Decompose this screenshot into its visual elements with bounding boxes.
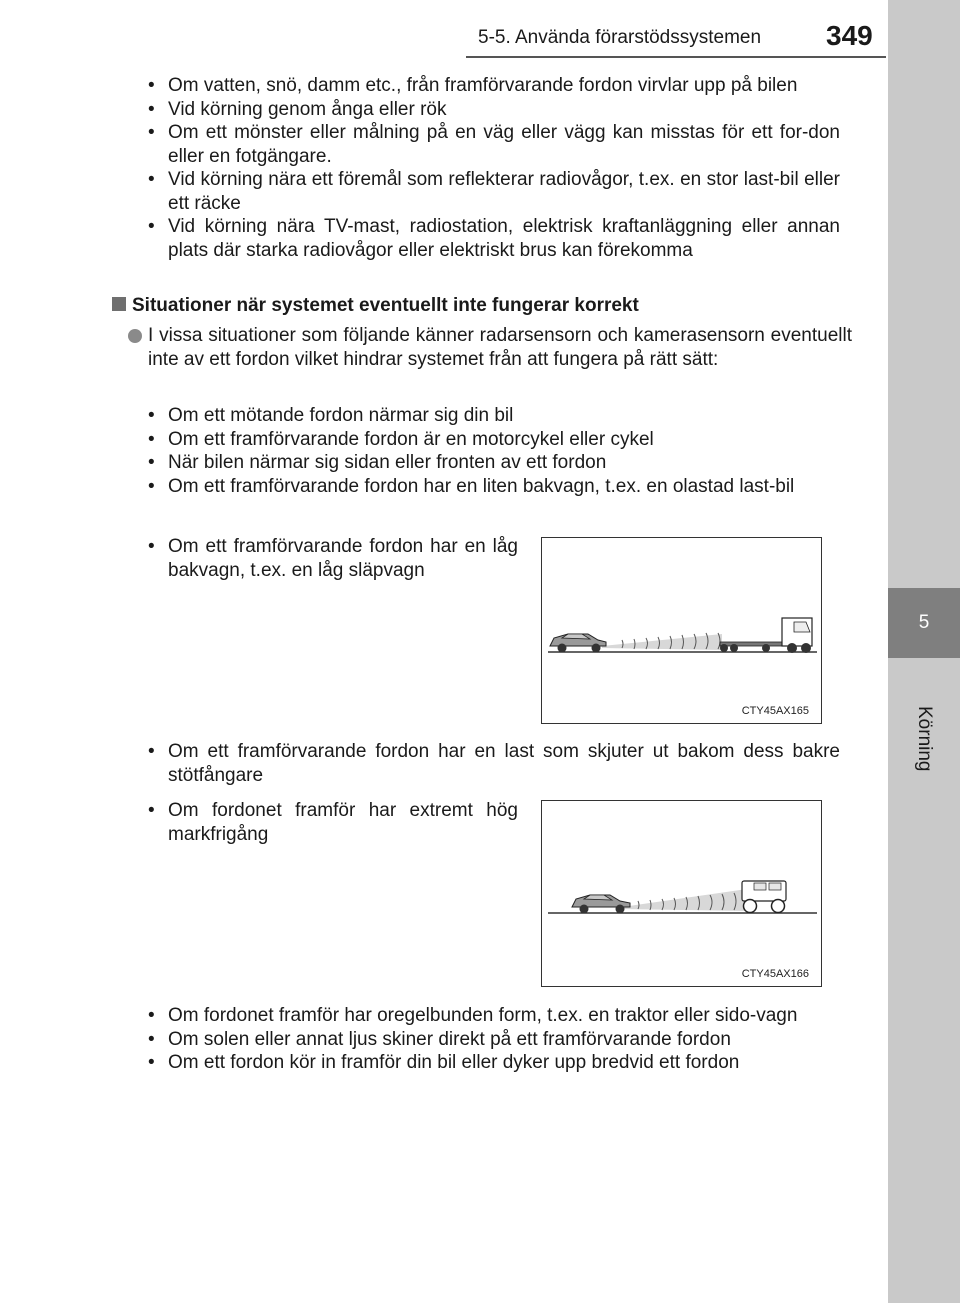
- section-heading: [112, 294, 852, 318]
- figure-low-trailer: [541, 537, 822, 724]
- list-item: • Om fordonet framför har oregelbunden form, t.ex. en traktor eller sido-vagn: [148, 1004, 840, 1028]
- chapter-number: 5: [918, 612, 930, 633]
- list-item: • Om solen eller annat ljus skiner direkt på ett framförvarande fordon: [148, 1028, 840, 1052]
- header-divider: [466, 56, 886, 58]
- intro-paragraph: [128, 324, 852, 371]
- list-item: • Om ett framförvarande fordon har en låg bakvagn, t.ex. en låg släpvagn: [148, 535, 518, 582]
- low-trailer-illustration: [542, 538, 821, 723]
- side-tab-background: [888, 0, 960, 588]
- list-item: • Om ett framförvarande fordon har en liten bakvagn, t.ex. en olastad last-bil: [148, 475, 840, 499]
- bottom-bullet-list: [148, 1004, 840, 1075]
- figure1-bullet-list: [148, 535, 518, 582]
- list-item: • Vid körning nära TV-mast, radiostation, elektrisk kraftanläggning eller annan plats där starka radiovågor eller elektriskt brus kan förekomma: [148, 215, 840, 262]
- list-item: • När bilen närmar sig sidan eller fronten av ett fordon: [148, 451, 840, 475]
- suv-icon: [742, 881, 786, 913]
- top-bullet-list: [148, 74, 840, 262]
- list-item: • Om ett mötande fordon närmar sig din bil: [148, 404, 840, 428]
- figure-high-clearance: [541, 800, 822, 987]
- list-item: • Om fordonet framför har extremt hög markfrigång: [148, 799, 518, 846]
- trailer-icon: [720, 642, 782, 652]
- chapter-label: Körning: [914, 706, 935, 772]
- section-title: 5-5. Använda förarstödssystemen: [478, 27, 762, 48]
- circle-bullet-icon: [128, 329, 142, 343]
- truck-icon: [782, 618, 812, 653]
- list-item: • Om ett framförvarande fordon har en last som skjuter ut bakom dess bakre stötfångare: [148, 740, 840, 787]
- overhang-bullet-list: [148, 740, 840, 787]
- chapter-tab: [888, 588, 960, 658]
- figure2-bullet-list: [148, 799, 518, 846]
- list-item: • Om ett fordon kör in framför din bil eller dyker upp bredvid ett fordon: [148, 1051, 840, 1075]
- intro-paragraph-text: I vissa situationer som följande känner radarsensorn och kamerasensorn eventuellt inte av ett fordon vilket hindrar systemet från att fungera på rätt sätt:: [148, 325, 852, 370]
- list-item: • Vid körning nära ett föremål som reflekterar radiovågor, t.ex. en stor last-bil eller ett räcke: [148, 168, 840, 215]
- figure-code: CTY45AX166: [741, 968, 809, 980]
- page-number: 349: [826, 20, 873, 51]
- high-clearance-illustration: [542, 801, 821, 986]
- figure-code: CTY45AX165: [741, 705, 809, 717]
- list-item: • Om ett mönster eller målning på en väg eller vägg kan misstas för ett for-don eller en fotgängare.: [148, 121, 840, 168]
- car-icon: [572, 895, 630, 914]
- list-item: • Om vatten, snö, damm etc., från framförvarande fordon virvlar upp på bilen: [148, 74, 840, 98]
- list-item: • Om ett framförvarande fordon är en motorcykel eller cykel: [148, 428, 840, 452]
- middle-bullet-list: [148, 404, 840, 498]
- car-icon: [550, 634, 606, 653]
- section-heading-text: Situationer när systemet eventuellt inte fungerar korrekt: [132, 295, 639, 316]
- list-item: • Vid körning genom ånga eller rök: [148, 98, 840, 122]
- square-bullet-icon: [112, 297, 126, 311]
